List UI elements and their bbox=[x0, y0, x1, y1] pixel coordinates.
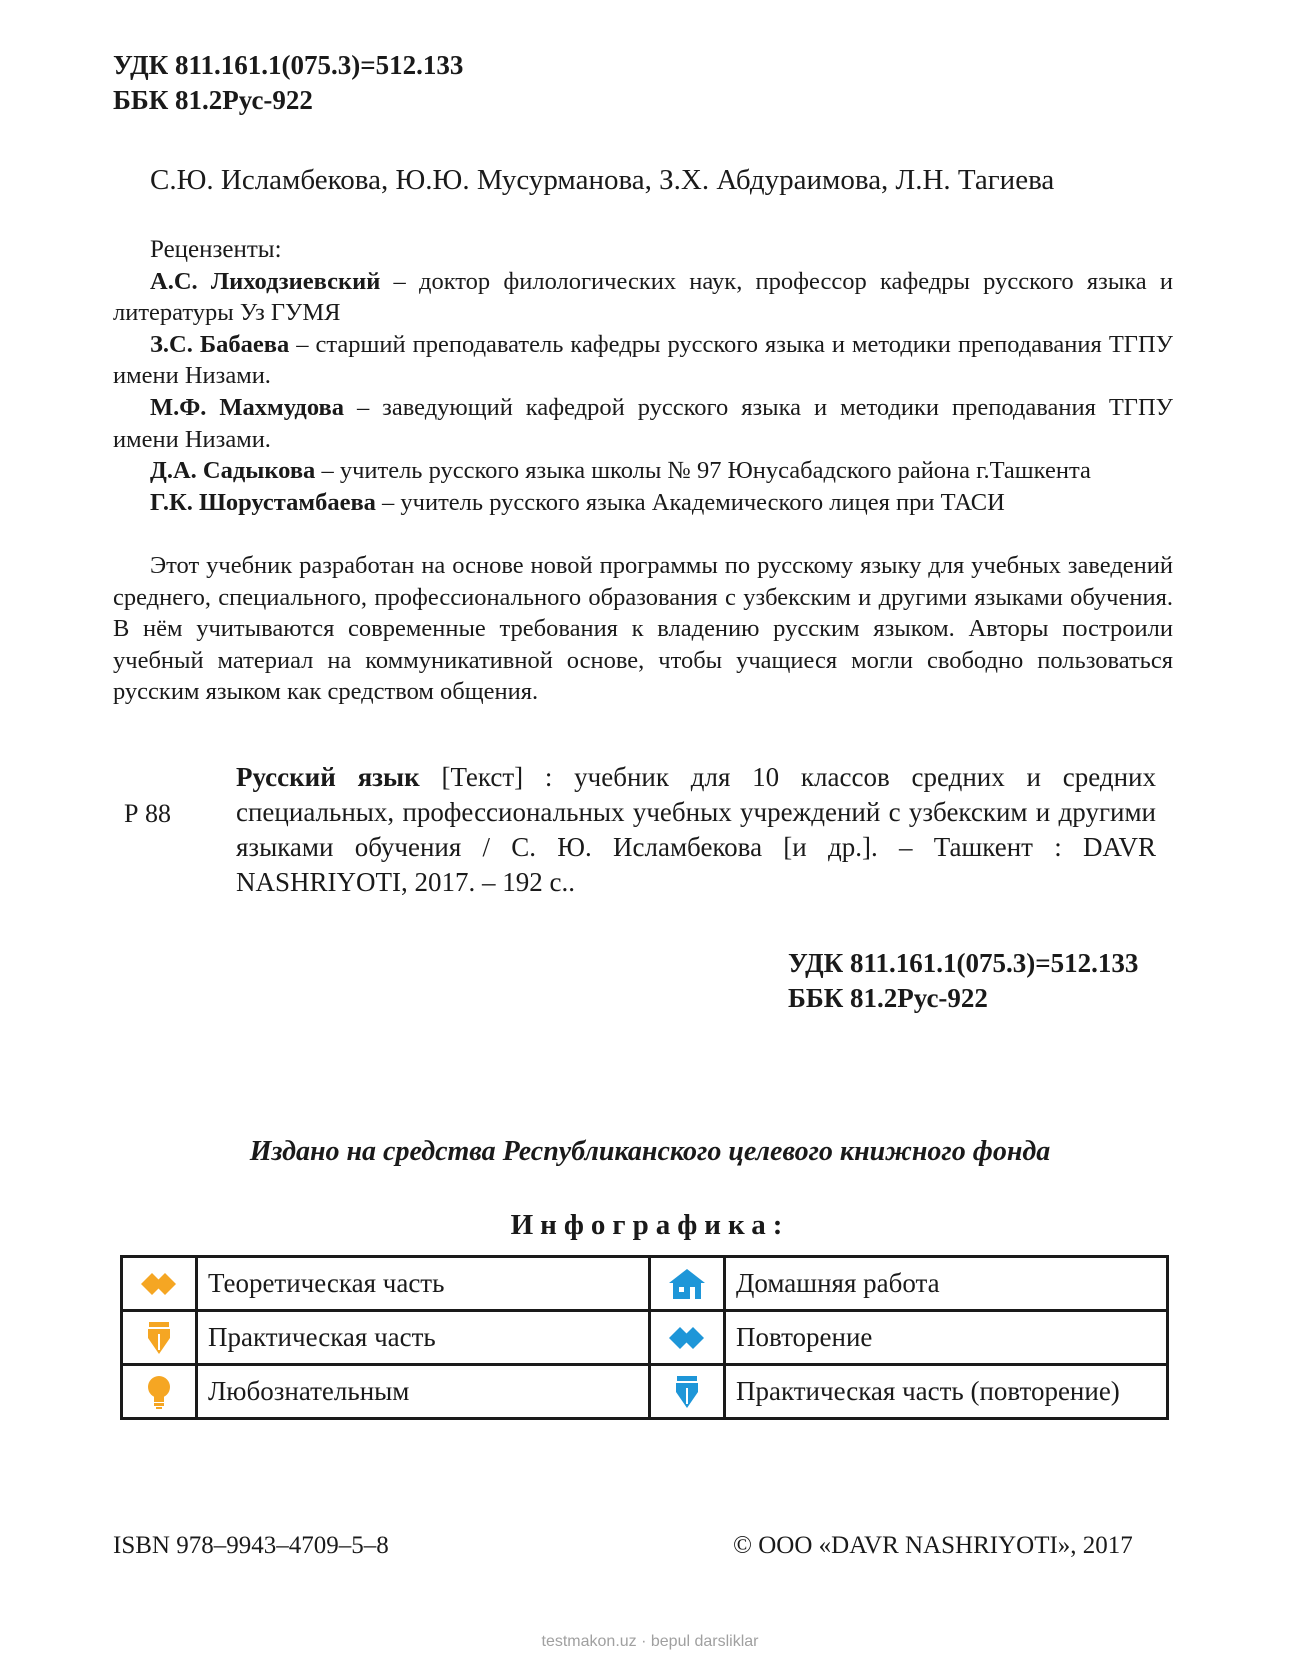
fund-note: Издано на средства Республиканского целевого книжного фонда bbox=[249, 1136, 1051, 1167]
legend-label: Любознательным bbox=[197, 1365, 650, 1419]
isbn: ISBN 978–9943–4709–5–8 bbox=[113, 1532, 389, 1559]
reviewer-item bbox=[113, 487, 1173, 519]
bbk-code: ББК 81.2Рус-922 bbox=[788, 983, 988, 1013]
blue-pen-nib-icon bbox=[650, 1365, 725, 1419]
bibliographic-details: [Текст] : учебник для 10 классов средних и средних специальных, профессиональных учебных учреждений с узбекским и другими языками обучения / С. Ю. Исламбекова [и др.]. – Ташкент : DAVR NASHRIYOTI, 2017. – 192 с.. bbox=[236, 762, 1156, 897]
watermark: testmakon.uz · bepul darsliklar bbox=[541, 1633, 759, 1650]
classification-codes-bottom bbox=[788, 946, 1138, 1016]
reviewer-name: М.Ф. Махмудова bbox=[150, 393, 344, 421]
orange-pen-nib-icon bbox=[122, 1311, 197, 1365]
authors-line: С.Ю. Исламбекова, Ю.Ю. Мусурманова, З.Х. Абдураимова, Л.Н. Тагиева bbox=[150, 164, 1055, 196]
reviewers-block bbox=[113, 234, 1173, 518]
reviewer-description: – заведующий кафедрой русского языка и методики преподавания ТГПУ имени Низами. bbox=[113, 393, 1174, 453]
reviewer-item bbox=[113, 392, 1173, 455]
book-title: Русский язык bbox=[236, 762, 420, 792]
annotation-paragraph: Этот учебник разработан на основе новой программы по русскому языку для учебных заведений среднего, специального, профессионального образования с узбекским и другими языками обучения. В нём учитываются современные требования к владению русским языком. Авторы построили учебный материал на коммуникативной основе, чтобы учащиеся могли свободно пользоваться русским языком как средством общения. bbox=[113, 552, 1173, 706]
reviewer-description: – учитель русского языка школы № 97 Юнусабадского района г.Ташкента bbox=[315, 457, 1091, 485]
legend-label: Повторение bbox=[725, 1311, 1168, 1365]
reviewer-description: – доктор филологических наук, профессор кафедры русского языка и литературы Уз ГУМЯ bbox=[113, 267, 1173, 327]
reviewer-name: Д.А. Садыкова bbox=[150, 457, 316, 485]
reviewers-heading: Рецензенты: bbox=[150, 236, 282, 263]
legend-row bbox=[122, 1365, 1168, 1419]
legend-label: Практическая часть (повторение) bbox=[725, 1365, 1168, 1419]
classification-codes-top bbox=[113, 48, 463, 118]
copyright: © ООО «DAVR NASHRIYOTI», 2017 bbox=[733, 1532, 1133, 1559]
legend-label: Теоретическая часть bbox=[197, 1257, 650, 1311]
bbk-code: ББК 81.2Рус-922 bbox=[113, 85, 313, 115]
reviewer-name: А.С. Лиходзиевский bbox=[150, 267, 381, 295]
blue-double-chevron-icon bbox=[650, 1311, 725, 1365]
legend-label: Практическая часть bbox=[197, 1311, 650, 1365]
reviewer-name: З.С. Бабаева bbox=[150, 330, 290, 358]
infographic-title: Инфографика: bbox=[510, 1209, 790, 1241]
orange-lightbulb-icon bbox=[122, 1365, 197, 1419]
legend-label: Домашняя работа bbox=[725, 1257, 1168, 1311]
reviewer-item bbox=[113, 266, 1173, 329]
infographic-legend-table bbox=[120, 1255, 1169, 1420]
legend-row bbox=[122, 1257, 1168, 1311]
udk-code: УДК 811.161.1(075.3)=512.133 bbox=[788, 948, 1139, 978]
bibliographic-record bbox=[236, 760, 1156, 900]
author-mark: Р 88 bbox=[124, 799, 171, 828]
udk-code: УДК 811.161.1(075.3)=512.133 bbox=[113, 50, 464, 80]
orange-double-chevron-icon bbox=[122, 1257, 197, 1311]
legend-row bbox=[122, 1311, 1168, 1365]
reviewer-name: Г.К. Шорустамбаева bbox=[150, 488, 376, 516]
reviewer-description: – учитель русского языка Академического лицея при ТАСИ bbox=[375, 488, 1005, 516]
blue-house-icon bbox=[650, 1257, 725, 1311]
reviewer-description: – старший преподаватель кафедры русского языка и методики преподавания ТГПУ имени Низами. bbox=[113, 330, 1173, 390]
reviewer-item bbox=[113, 329, 1173, 392]
reviewer-item bbox=[113, 455, 1173, 487]
